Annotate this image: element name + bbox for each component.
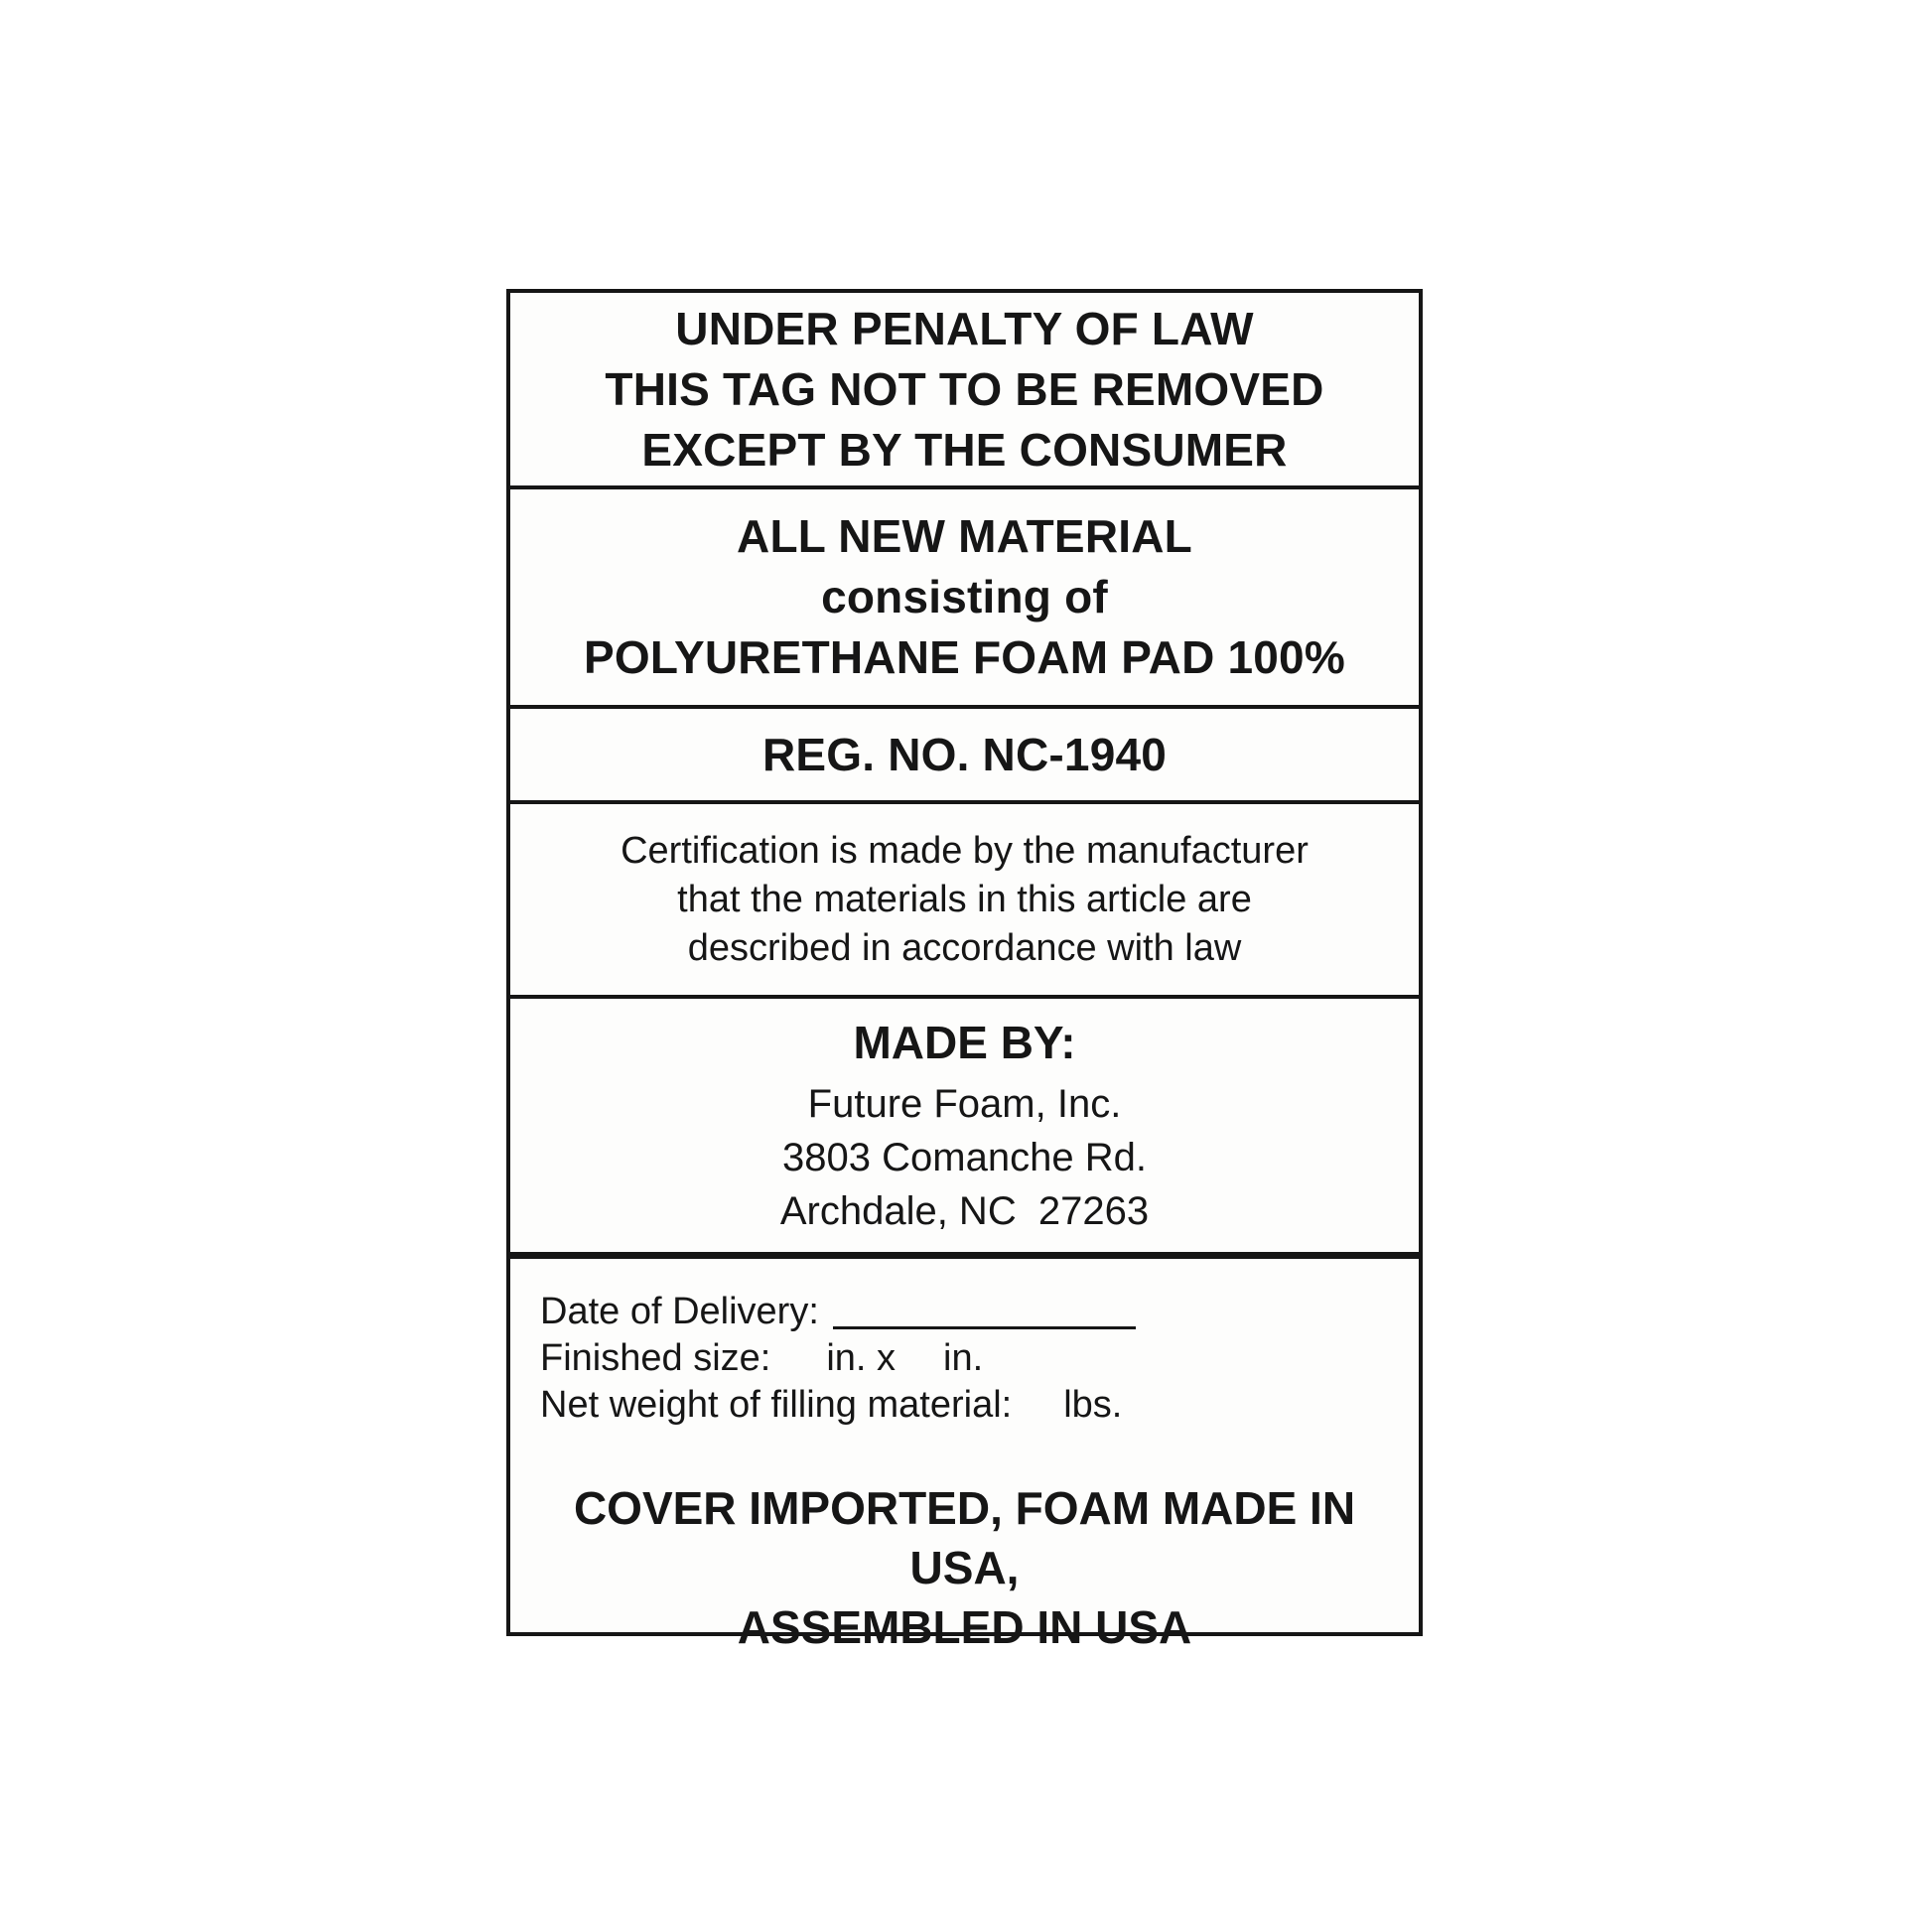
certification-section [510,804,1419,999]
origin-statement-line: ASSEMBLED IN USA [737,1601,1192,1653]
finished-size-unit: in. x [826,1337,897,1379]
material-line: ALL NEW MATERIAL [737,510,1192,562]
date-of-delivery-blank-line [833,1296,1136,1329]
date-of-delivery-label: Date of Delivery: [540,1291,819,1332]
certification-line: that the materials in this article are [677,878,1252,920]
penalty-line: THIS TAG NOT TO BE REMOVED [605,362,1324,415]
registration-number: REG. NO. NC-1940 [761,728,1168,780]
penalty-line: EXCEPT BY THE CONSUMER [641,423,1288,476]
certification-line: described in accordance with law [687,926,1242,969]
made-by-section [510,999,1419,1259]
material-line: POLYURETHANE FOAM PAD 100% [584,631,1345,683]
penalty-line: UNDER PENALTY OF LAW [675,302,1254,354]
date-of-delivery-row [540,1289,1389,1335]
details-section [510,1259,1419,1677]
origin-statement-line: COVER IMPORTED, FOAM MADE IN USA, [573,1482,1368,1593]
finished-size-unit: in. [943,1337,984,1379]
certification-line: Certification is made by the manufacturer [621,829,1309,872]
net-weight-label: Net weight of filling material: [540,1384,1013,1426]
manufacturer-street: 3803 Comanche Rd. [782,1135,1147,1179]
law-tag-label [506,289,1423,1653]
manufacturer-city-state-zip: Archdale, NC 27263 [779,1188,1150,1233]
material-section [510,489,1419,709]
manufacturer-name: Future Foam, Inc. [807,1081,1122,1126]
net-weight-row [540,1382,1389,1429]
origin-statement [540,1478,1389,1657]
penalty-section [510,293,1419,489]
net-weight-unit: lbs. [1063,1384,1123,1426]
registration-number-section [510,709,1419,804]
finished-size-row [540,1335,1389,1382]
made-by-heading: MADE BY: [853,1016,1076,1068]
material-line: consisting of [821,571,1108,622]
finished-size-label: Finished size: [540,1337,771,1379]
